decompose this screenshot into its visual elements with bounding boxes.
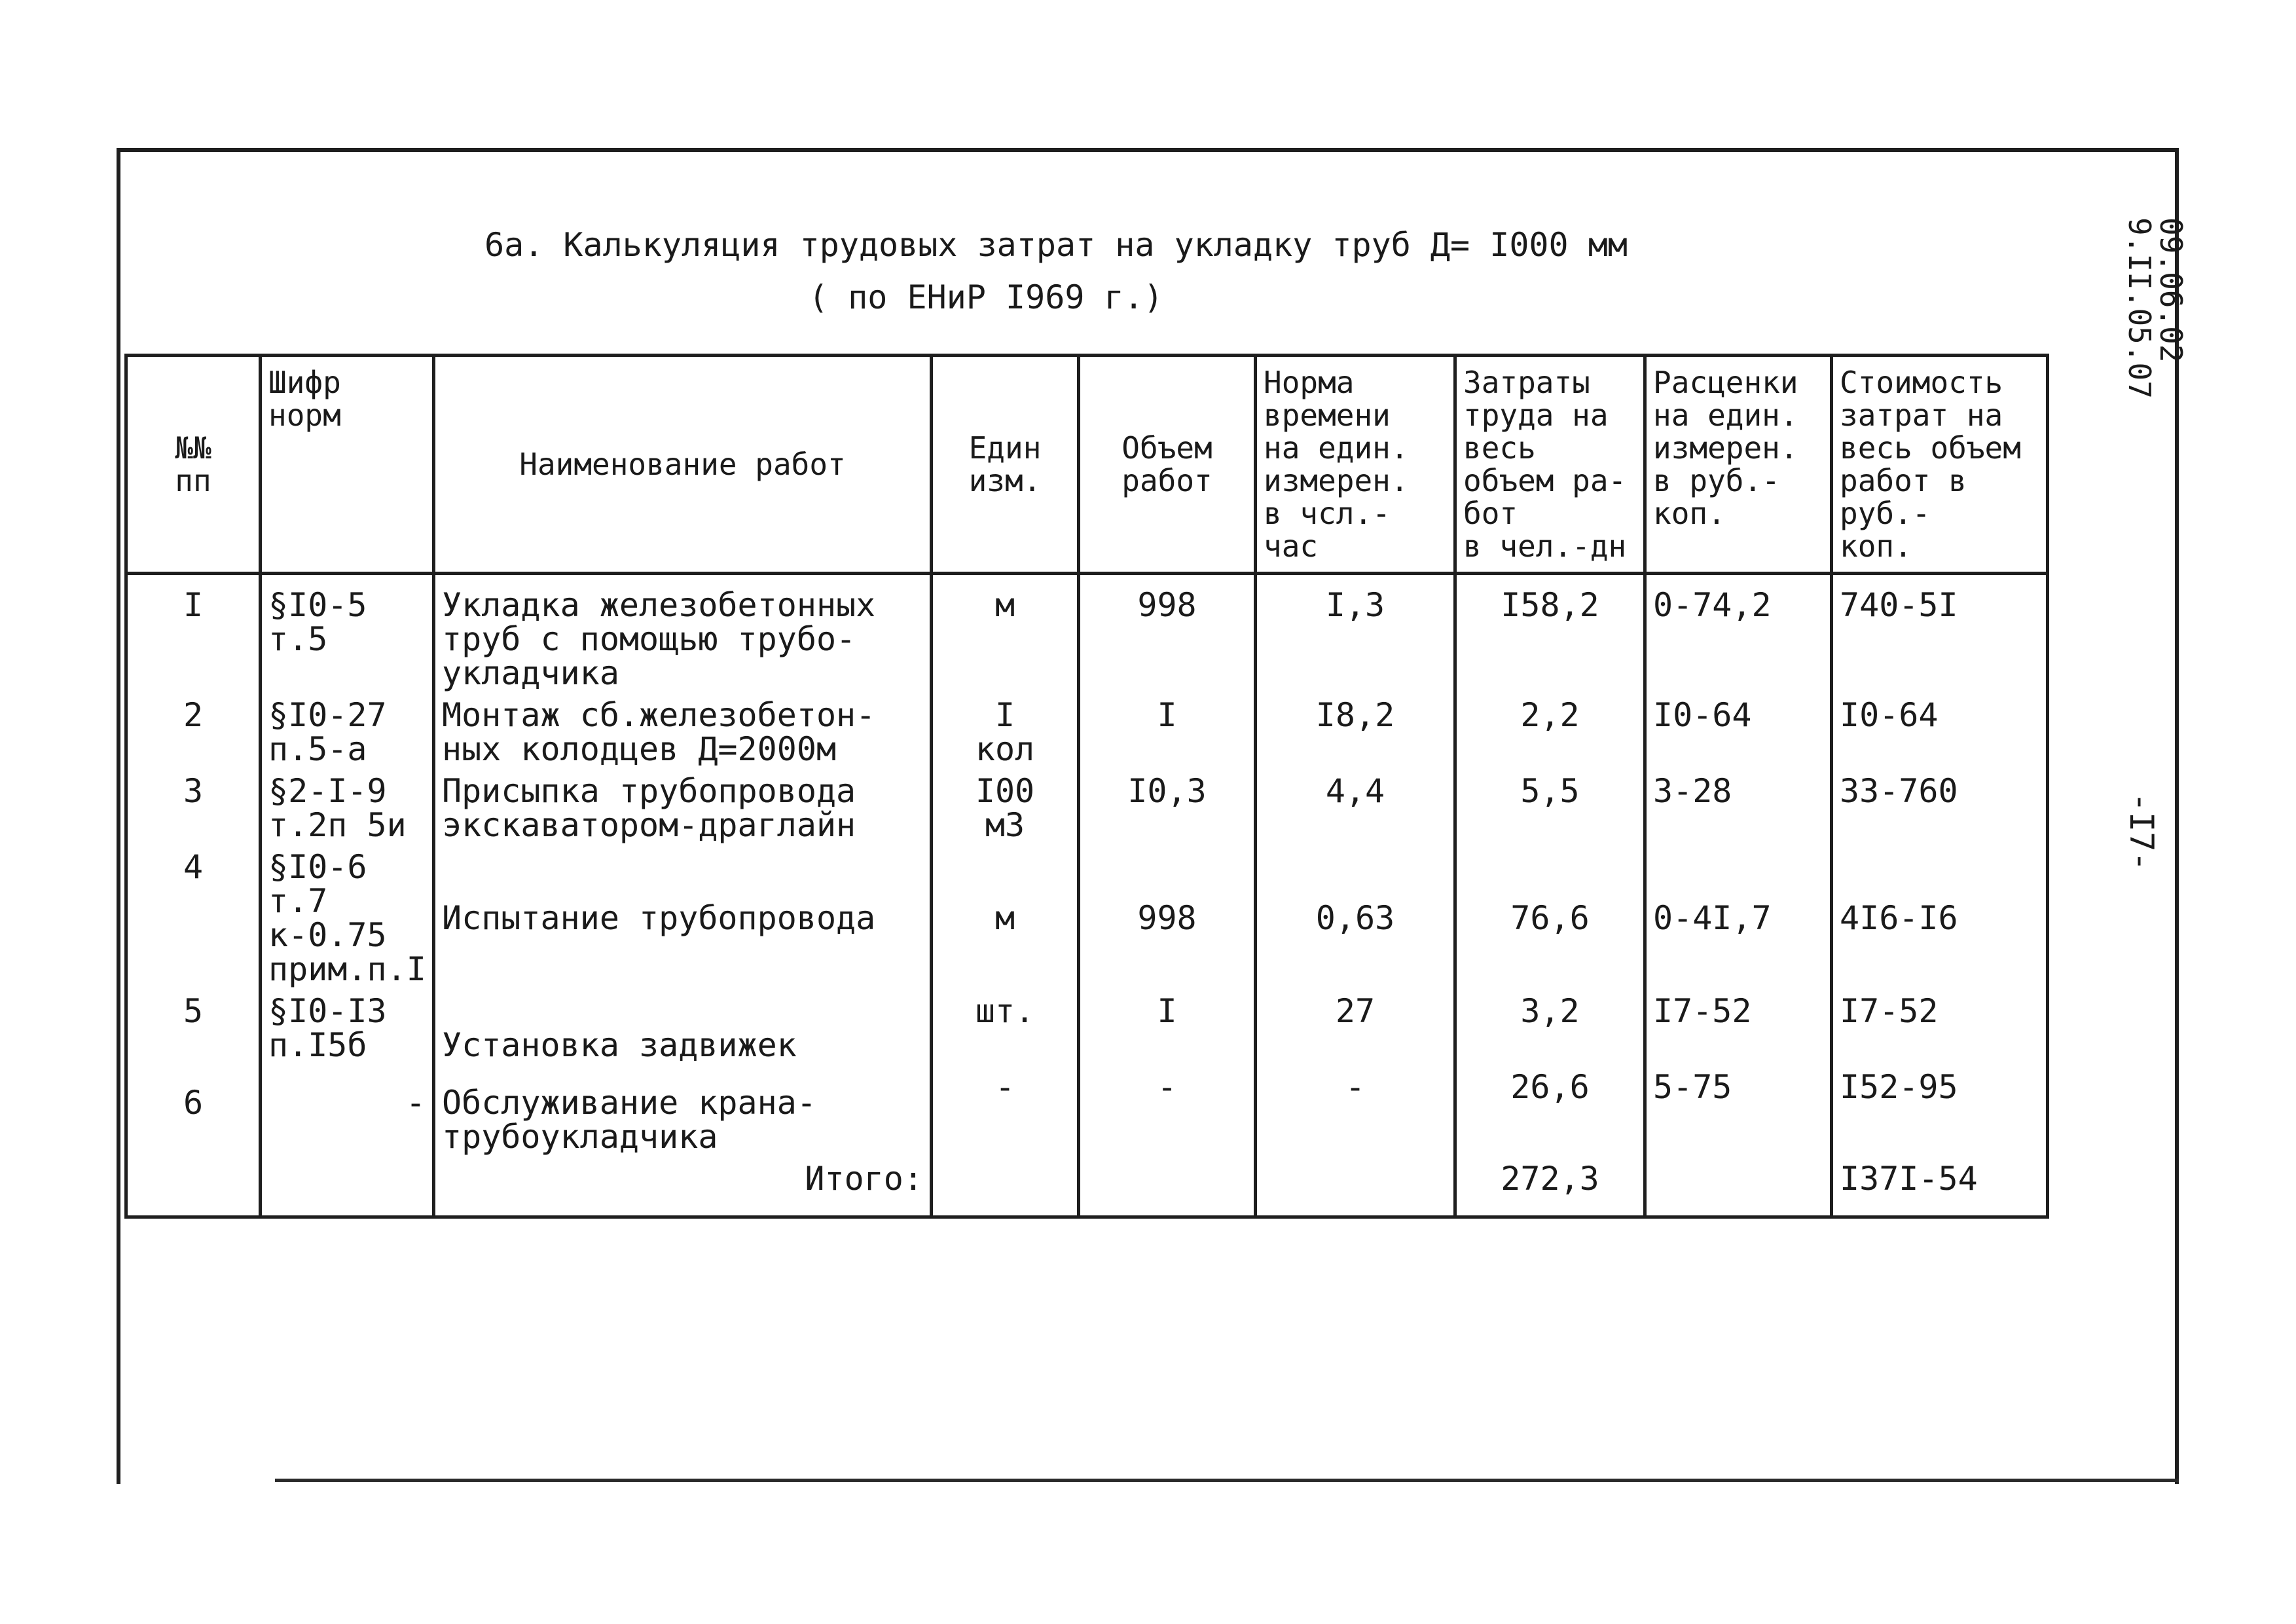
document-title: 6а. Калькуляция трудовых затрат на укладку труб Д= I000 мм (484, 226, 1628, 264)
table-header-row (126, 356, 2048, 574)
row-labor: 3,2 (1455, 990, 1645, 1066)
table-row (126, 574, 2048, 695)
row-rate: I7-52 (1645, 990, 1832, 1066)
table-row (126, 846, 2048, 990)
row-norm: - (1256, 1066, 1455, 1158)
row-norm: 27 (1256, 990, 1455, 1066)
row-code: §I0-27 п.5-а (261, 694, 434, 770)
table-row (126, 770, 2048, 846)
header-cost: Стоимость затрат на весь объем работ в руб.- коп. (1832, 356, 2048, 574)
row-code: §I0-6 т.7 к-0.75 прим.п.I (261, 846, 434, 990)
total-empty-norm (1256, 1158, 1455, 1217)
frame-left-border (117, 148, 120, 1484)
row-num: 4 (126, 846, 261, 990)
labor-cost-table (124, 354, 2049, 1219)
row-norm: 0,63 (1256, 846, 1455, 990)
row-cost: 4I6-I6 (1832, 846, 2048, 990)
row-labor: 76,6 (1455, 846, 1645, 990)
row-labor: 26,6 (1455, 1066, 1645, 1158)
row-name: Присыпка трубопровода экскаватором-драглайн (434, 770, 932, 846)
header-code: Шифр норм (261, 356, 434, 574)
row-name: Установка задвижек (434, 990, 932, 1066)
row-volume: 998 (1079, 574, 1256, 695)
row-code: §I0-5 т.5 (261, 574, 434, 695)
row-norm: 4,4 (1256, 770, 1455, 846)
row-labor: 5,5 (1455, 770, 1645, 846)
header-rate: Расценки на един. измерен. в руб.- коп. (1645, 356, 1832, 574)
total-empty-code (261, 1158, 434, 1217)
row-num: I (126, 574, 261, 695)
row-name: Обслуживание крана- трубоукладчика (434, 1066, 932, 1158)
header-num: №№ пп (126, 356, 261, 574)
row-num: 5 (126, 990, 261, 1066)
total-empty-num (126, 1158, 261, 1217)
header-norm: Норма времени на един. измерен. в чсл.- час (1256, 356, 1455, 574)
row-labor: 2,2 (1455, 694, 1645, 770)
row-unit: I кол (932, 694, 1079, 770)
row-volume: I0,3 (1079, 770, 1256, 846)
row-code: §I0-I3 п.I5б (261, 990, 434, 1066)
row-name: Монтаж сб.железобетон- ных колодцев Д=2000м (434, 694, 932, 770)
table-row (126, 1066, 2048, 1158)
row-unit: I00 м3 (932, 770, 1079, 846)
total-labor: 272,3 (1455, 1158, 1645, 1217)
row-code: §2-I-9 т.2п 5и (261, 770, 434, 846)
row-volume: I (1079, 990, 1256, 1066)
side-code-text: 09.06.02 9.II.05.07 (2122, 217, 2189, 399)
row-num: 2 (126, 694, 261, 770)
row-num: 6 (126, 1066, 261, 1158)
table-row (126, 990, 2048, 1066)
row-volume: - (1079, 1066, 1256, 1158)
row-volume: I (1079, 694, 1256, 770)
header-labor: Затраты труда на весь объем ра- бот в чел.-дн (1455, 356, 1645, 574)
frame-bottom-border (275, 1479, 2179, 1482)
row-num: 3 (126, 770, 261, 846)
row-labor: I58,2 (1455, 574, 1645, 695)
page-number (2123, 792, 2200, 884)
row-rate: 0-4I,7 (1645, 846, 1832, 990)
row-rate: 5-75 (1645, 1066, 1832, 1158)
row-unit: м (932, 846, 1079, 990)
table-total-row (126, 1158, 2048, 1217)
row-unit: м (932, 574, 1079, 695)
row-rate: 3-28 (1645, 770, 1832, 846)
header-name: Наименование работ (434, 356, 932, 574)
row-cost: 740-5I (1832, 574, 2048, 695)
header-unit: Един изм. (932, 356, 1079, 574)
total-empty-volume (1079, 1158, 1256, 1217)
row-norm: I,3 (1256, 574, 1455, 695)
row-code: - (261, 1066, 434, 1158)
row-rate: I0-64 (1645, 694, 1832, 770)
total-cost: I37I-54 (1832, 1158, 2048, 1217)
row-rate: 0-74,2 (1645, 574, 1832, 695)
row-cost: 33-760 (1832, 770, 2048, 846)
total-empty-unit (932, 1158, 1079, 1217)
row-name: Укладка железобетонных труб с помощью трубо- укладчика (434, 574, 932, 695)
header-volume: Объем работ (1079, 356, 1256, 574)
row-norm: I8,2 (1256, 694, 1455, 770)
total-empty-rate (1645, 1158, 1832, 1217)
row-volume: 998 (1079, 846, 1256, 990)
document-subtitle: ( по ЕНиР I969 г.) (809, 278, 1163, 316)
row-cost: I52-95 (1832, 1066, 2048, 1158)
row-name: Испытание трубопровода (434, 846, 932, 990)
row-unit: шт. (932, 990, 1079, 1066)
table-row (126, 694, 2048, 770)
total-label: Итого: (434, 1158, 932, 1217)
row-cost: I7-52 (1832, 990, 2048, 1066)
page-number-text: -I7- (2123, 792, 2160, 872)
row-unit: - (932, 1066, 1079, 1158)
frame-top-border (117, 148, 2179, 152)
row-cost: I0-64 (1832, 694, 2048, 770)
side-code (2122, 217, 2272, 440)
